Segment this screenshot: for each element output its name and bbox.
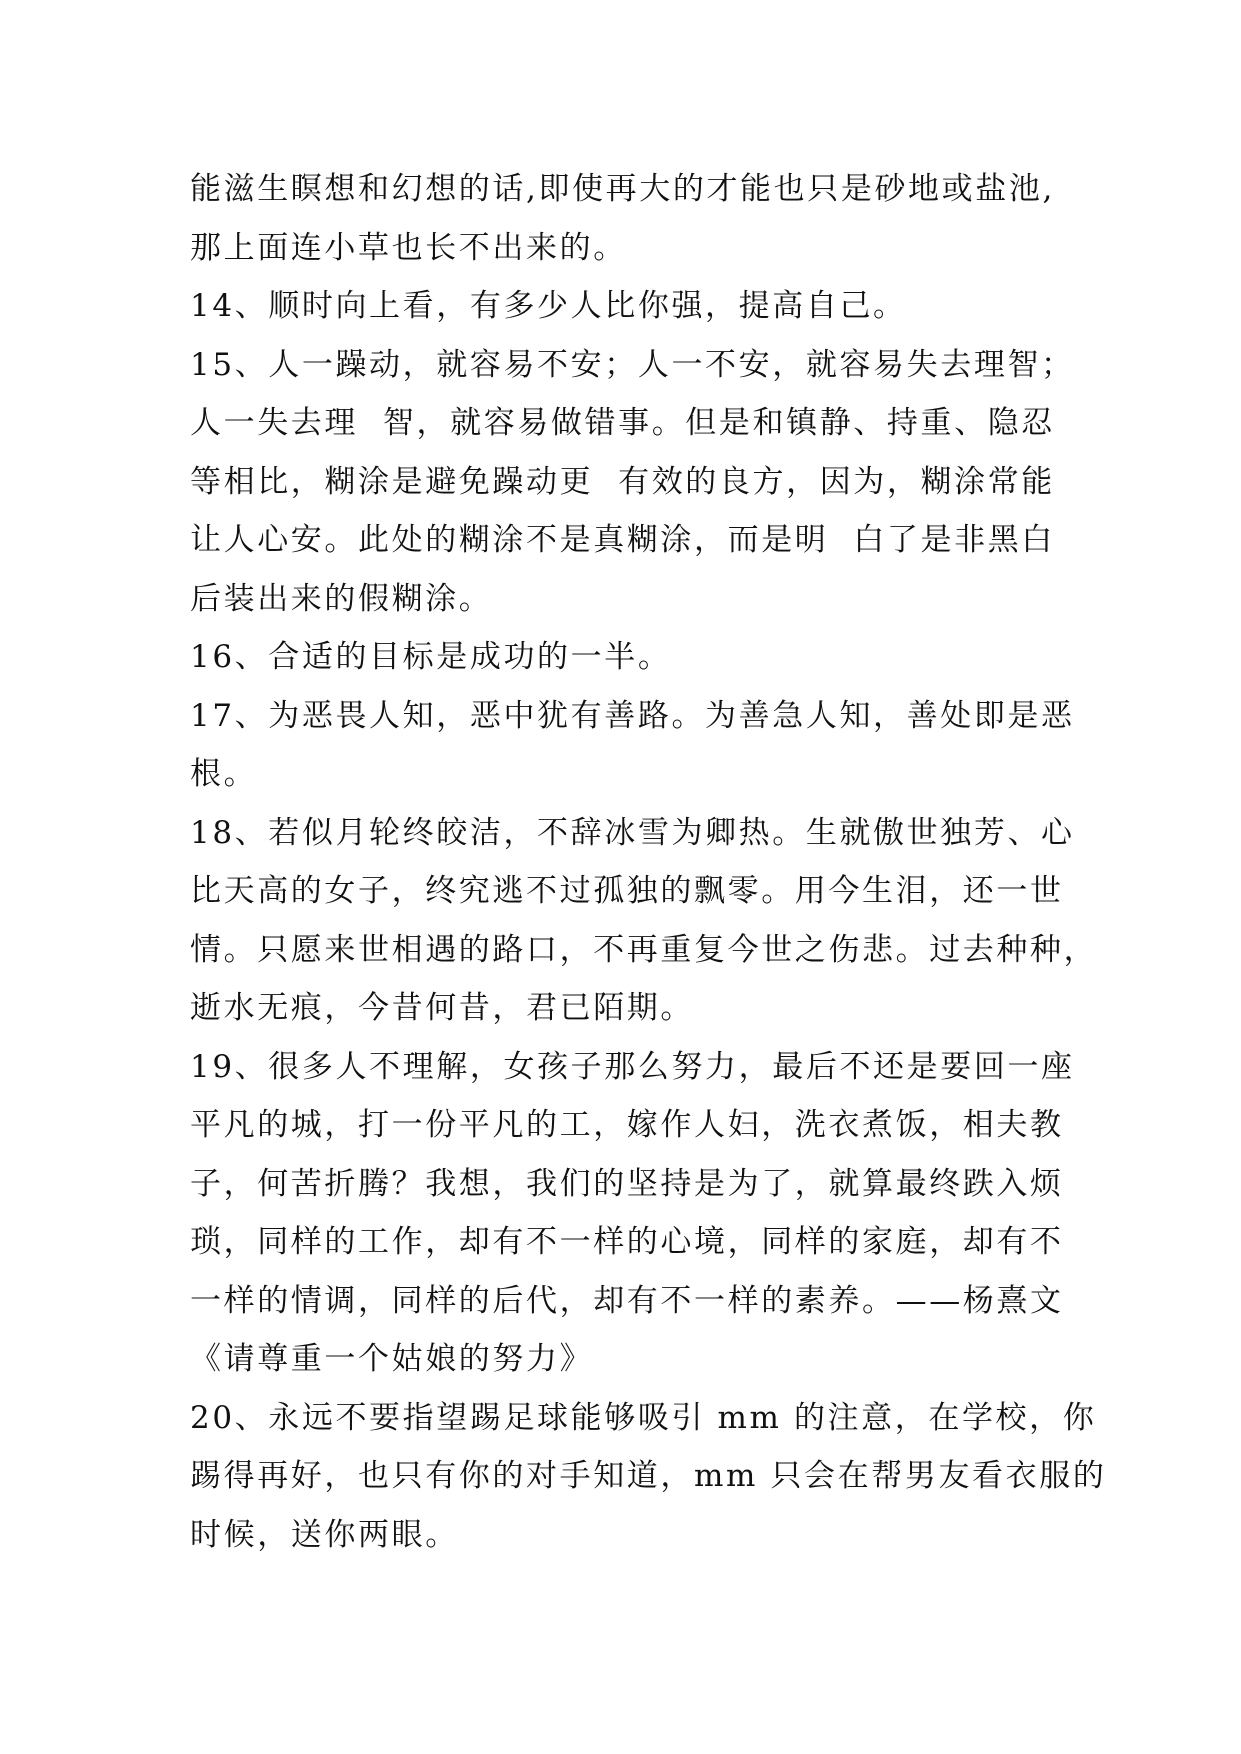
text-line: 20、永远不要指望踢足球能够吸引 mm 的注意，在学校，你: [190, 1399, 1097, 1436]
text-line: 人一失去理 智，就容易做错事。但是和镇静、持重、隐忍: [190, 405, 1055, 441]
text-line: 那上面连小草也长不出来的。: [190, 229, 627, 266]
text-line: 能滋生瞑想和幻想的话,即使再大的才能也只是砂地或盐池,: [190, 171, 1055, 207]
text-line: 根。: [190, 756, 258, 792]
text-line: 让人心安。此处的糊涂不是真糊涂，而是明 白了是非黑白: [190, 522, 1055, 558]
text-line: 比天高的女子，终究逃不过孤独的飘零。用今生泪，还一世: [190, 873, 1064, 909]
text-line: 后装出来的假糊涂。: [190, 580, 493, 617]
text-line: 情。只愿来世相遇的路口，不再重复今世之伤悲。过去种种，: [190, 931, 1098, 968]
text-line: 18、若似月轮终皎洁，不辞冰雪为卿热。生就傲世独芳、心: [190, 814, 1075, 851]
text-line: 《请尊重一个姑娘的努力》: [190, 1341, 594, 1377]
text-line: 时候，送你两眼。: [190, 1516, 459, 1553]
text-line: 14、顺时向上看，有多少人比你强，提高自己。: [190, 288, 907, 324]
text-line: 19、很多人不理解，女孩子那么努力，最后不还是要回一座: [190, 1048, 1075, 1085]
text-line: 子，何苦折腾？我想，我们的坚持是为了，就算最终跌入烦: [190, 1165, 1064, 1202]
text-line: 一样的情调，同样的后代，却有不一样的素养。——杨熹文: [190, 1282, 1064, 1319]
text-line: 逝水无痕，今昔何昔，君已陌期。: [190, 990, 694, 1026]
text-line: 琐，同样的工作，却有不一样的心境，同样的家庭，却有不: [190, 1224, 1064, 1260]
text-line: 17、为恶畏人知，恶中犹有善路。为善急人知，善处即是恶: [190, 697, 1075, 734]
text-line: 16、合适的目标是成功的一半。: [190, 639, 672, 675]
text-body: [190, 160, 1107, 1564]
text-line: 15、人一躁动，就容易不安；人一不安，就容易失去理智；: [190, 346, 1075, 383]
text-line: 等相比，糊涂是避免躁动更 有效的良方，因为，糊涂常能: [190, 463, 1055, 500]
text-line: 平凡的城，打一份平凡的工，嫁作人妇，洗衣煮饭，相夫教: [190, 1107, 1064, 1143]
text-line: 踢得再好，也只有你的对手知道，mm 只会在帮男友看衣服的: [190, 1458, 1107, 1494]
